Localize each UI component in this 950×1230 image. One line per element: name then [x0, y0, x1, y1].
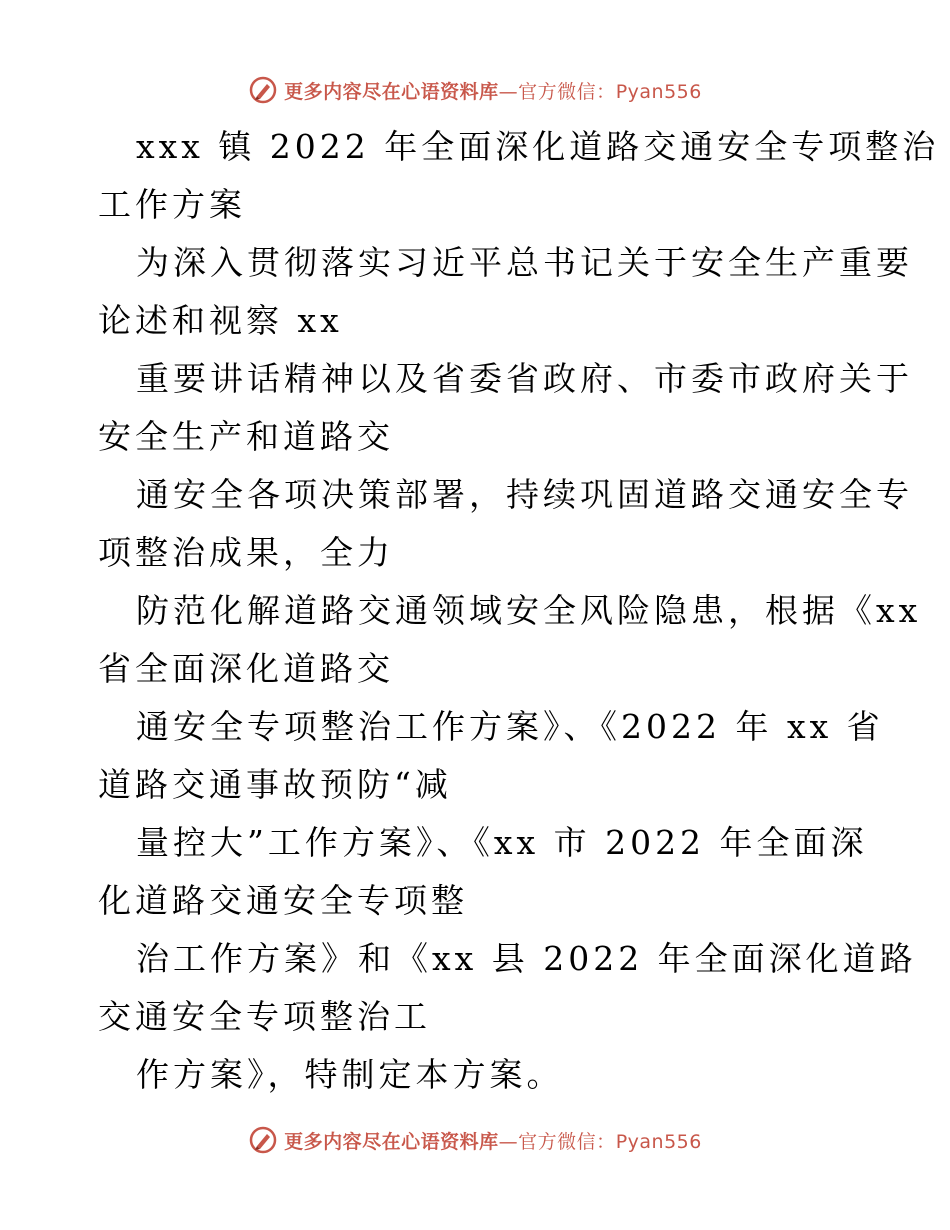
text-line: 道路交通事故预防“减 — [98, 765, 452, 804]
text-line: 工作方案 — [98, 185, 246, 224]
text-line: 论述和视察 xx — [98, 301, 343, 340]
text-line: 化道路交通安全专项整 — [98, 881, 468, 920]
text-line: 省全面深化道路交 — [98, 649, 394, 688]
watermark-separator: — — [498, 80, 519, 103]
text-line: 交通安全专项整治工 — [98, 997, 431, 1036]
text-line: 量控大”工作方案》、《xx 市 2022 年全面深 — [136, 823, 868, 862]
text-line: 通安全各项决策部署，持续巩固道路交通安全专 — [136, 475, 913, 514]
footer-watermark — [0, 1120, 950, 1160]
watermark-secondary: 官方微信： — [518, 80, 616, 103]
watermark-account: Pyan556 — [615, 80, 702, 103]
text-line: 为深入贯彻落实习近平总书记关于安全生产重要 — [136, 243, 913, 282]
watermark-text — [284, 1127, 702, 1154]
text-line: 重要讲话精神以及省委省政府、市委市政府关于 — [136, 359, 913, 398]
watermark-secondary: 官方微信： — [518, 1130, 616, 1153]
document-body — [98, 118, 940, 1104]
pen-circle-logo-icon — [248, 1125, 278, 1155]
text-line: 通安全专项整治工作方案》、《2022 年 xx 省 — [136, 707, 884, 746]
watermark-separator: — — [498, 1130, 519, 1153]
header-watermark — [0, 70, 950, 110]
pen-circle-logo-icon — [248, 75, 278, 105]
text-line: xxx 镇 2022 年全面深化道路交通安全专项整治 — [136, 127, 940, 166]
text-line: 安全生产和道路交 — [98, 417, 394, 456]
text-line: 治工作方案》和《xx 县 2022 年全面深化道路 — [136, 939, 917, 978]
watermark-primary: 更多内容尽在心语资料库 — [284, 1130, 499, 1153]
watermark-account: Pyan556 — [615, 1130, 702, 1153]
text-line: 项整治成果，全力 — [98, 533, 394, 572]
watermark-primary: 更多内容尽在心语资料库 — [284, 80, 499, 103]
text-line: 防范化解道路交通领域安全风险隐患，根据《xx — [136, 591, 922, 630]
watermark-text — [284, 77, 702, 104]
text-line: 作方案》，特制定本方案。 — [136, 1055, 564, 1094]
